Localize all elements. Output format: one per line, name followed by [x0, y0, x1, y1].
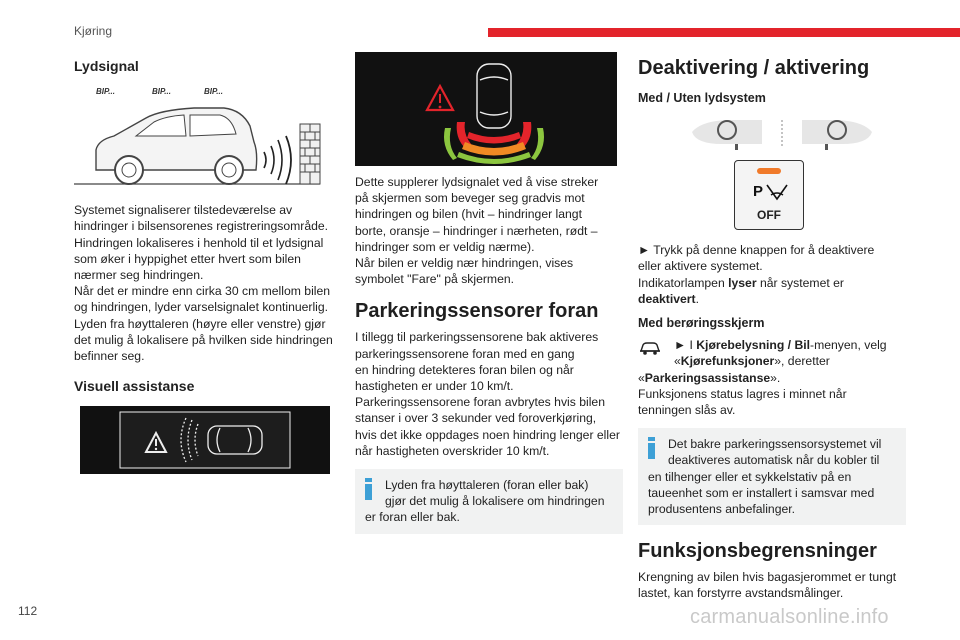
park-sensor-off-button[interactable] [734, 160, 804, 230]
screen-front-sensor-illustration [355, 52, 617, 166]
section-title: Kjøring [74, 24, 113, 38]
info-note: Lyden fra høyttaleren (foran eller bak) gjør det mulig å lokalisere om hindringen er foran eller bak. [355, 469, 623, 534]
paragraph-button-instructions: ► Trykk på denne knappen for å deaktivere eller aktivere systemet. Indikatorlampen lyser når systemet er deaktivert. [638, 243, 875, 306]
beep-label: BIP... [96, 87, 115, 97]
paragraph-visuell: Dette supplerer lydsignalet ved å vise streker på skjermen som beveger seg gradvis mot hindringen og bilen (hvit – hindringer langt borte, oransje – hindringer i nærheten, rødt – hindringer som er veldig nærme). Når bilen er veldig nær hindringen, vises symbolet "Fare" på skjermen. [355, 175, 599, 287]
parking-sensor-icon [749, 179, 789, 203]
info-icon [365, 478, 372, 502]
subheading-beroringsskjerm: Med berøringsskjerm [638, 316, 765, 331]
car-menu-icon [638, 339, 662, 357]
info-note: Det bakre parkeringssensorsystemet vil deaktiveres automatisk når du kobler til en tilhenger eller et sykkelstativ på en taueenhet som er installert i samsvar med produsentens anbefalinger. [638, 428, 906, 525]
heading-visuell-assistanse: Visuell assistanse [74, 378, 195, 395]
brick-wall [300, 124, 320, 184]
paragraph-lydsignal: Systemet signaliserer tilstedeværelse av hindringer i bilsensorenes registreringsområde. Hindringen lokaliseres i henhold til et lydsignal som øker i hyppighet etter hvert som bilen nærmer seg hindringen. Når det er mindre enn cirka 30 cm mellom bilen og hindringen, lyder varselsignalet kontinuerlig. Lyden fra høyttaleren (høyre eller venstre) gjør det mulig å lokalisere på hvilken side hindringen befinner seg. [74, 203, 333, 364]
header-accent-bar [488, 28, 960, 37]
paragraph-touchscreen: ► I Kjørebelysning / Bil-menyen, velg «Kjørefunksjoner», deretter «Parkeringsassistanse». Funksjonens status lagres i minnet når tenningen slås av. [638, 338, 887, 418]
steering-wheel-controls-illustration [682, 114, 882, 154]
heading-deaktivering: Deaktivering / aktivering [638, 57, 870, 79]
column-1 [74, 50, 336, 474]
column-3 [638, 50, 906, 602]
svg-text:P: P [753, 183, 764, 201]
paragraph-parkeringssensorer: I tillegg til parkeringssensorene bak aktiveres parkeringssensorene foran med en gang en hindring detekteres foran bilen og når hastigheten er under 10 km/t. Parkeringssensorene foran avbrytes hvis bilen stanser i over 3 sekunder ved foroverkjøring, hvis det ikke oppdages noen hindring lenger eller når hastigheten overskrider 10 km/t. [355, 330, 620, 458]
heading-funksjonsbegrensninger: Funksjonsbegrensninger [638, 540, 877, 563]
watermark: carmanualsonline.info [690, 606, 889, 628]
heading-lydsignal: Lydsignal [74, 58, 139, 74]
beep-label: BIP... [152, 87, 171, 97]
column-2 [355, 50, 623, 534]
paragraph-begrensninger: Krengning av bilen hvis bagasjerommet er tungt lastet, kan forstyrre avstandsmålinger. [638, 570, 897, 601]
beep-label: BIP... [204, 87, 223, 97]
car-sound-illustration [74, 80, 336, 192]
heading-parkeringssensorer-foran: Parkeringssensorer foran [355, 300, 599, 323]
info-icon [648, 437, 655, 461]
subheading-lydsystem: Med / Uten lydsystem [638, 91, 766, 105]
off-label: OFF [757, 208, 781, 223]
screen-rear-sensor-illustration [80, 406, 330, 474]
page-number: 112 [18, 604, 38, 618]
indicator-lamp [757, 168, 781, 174]
